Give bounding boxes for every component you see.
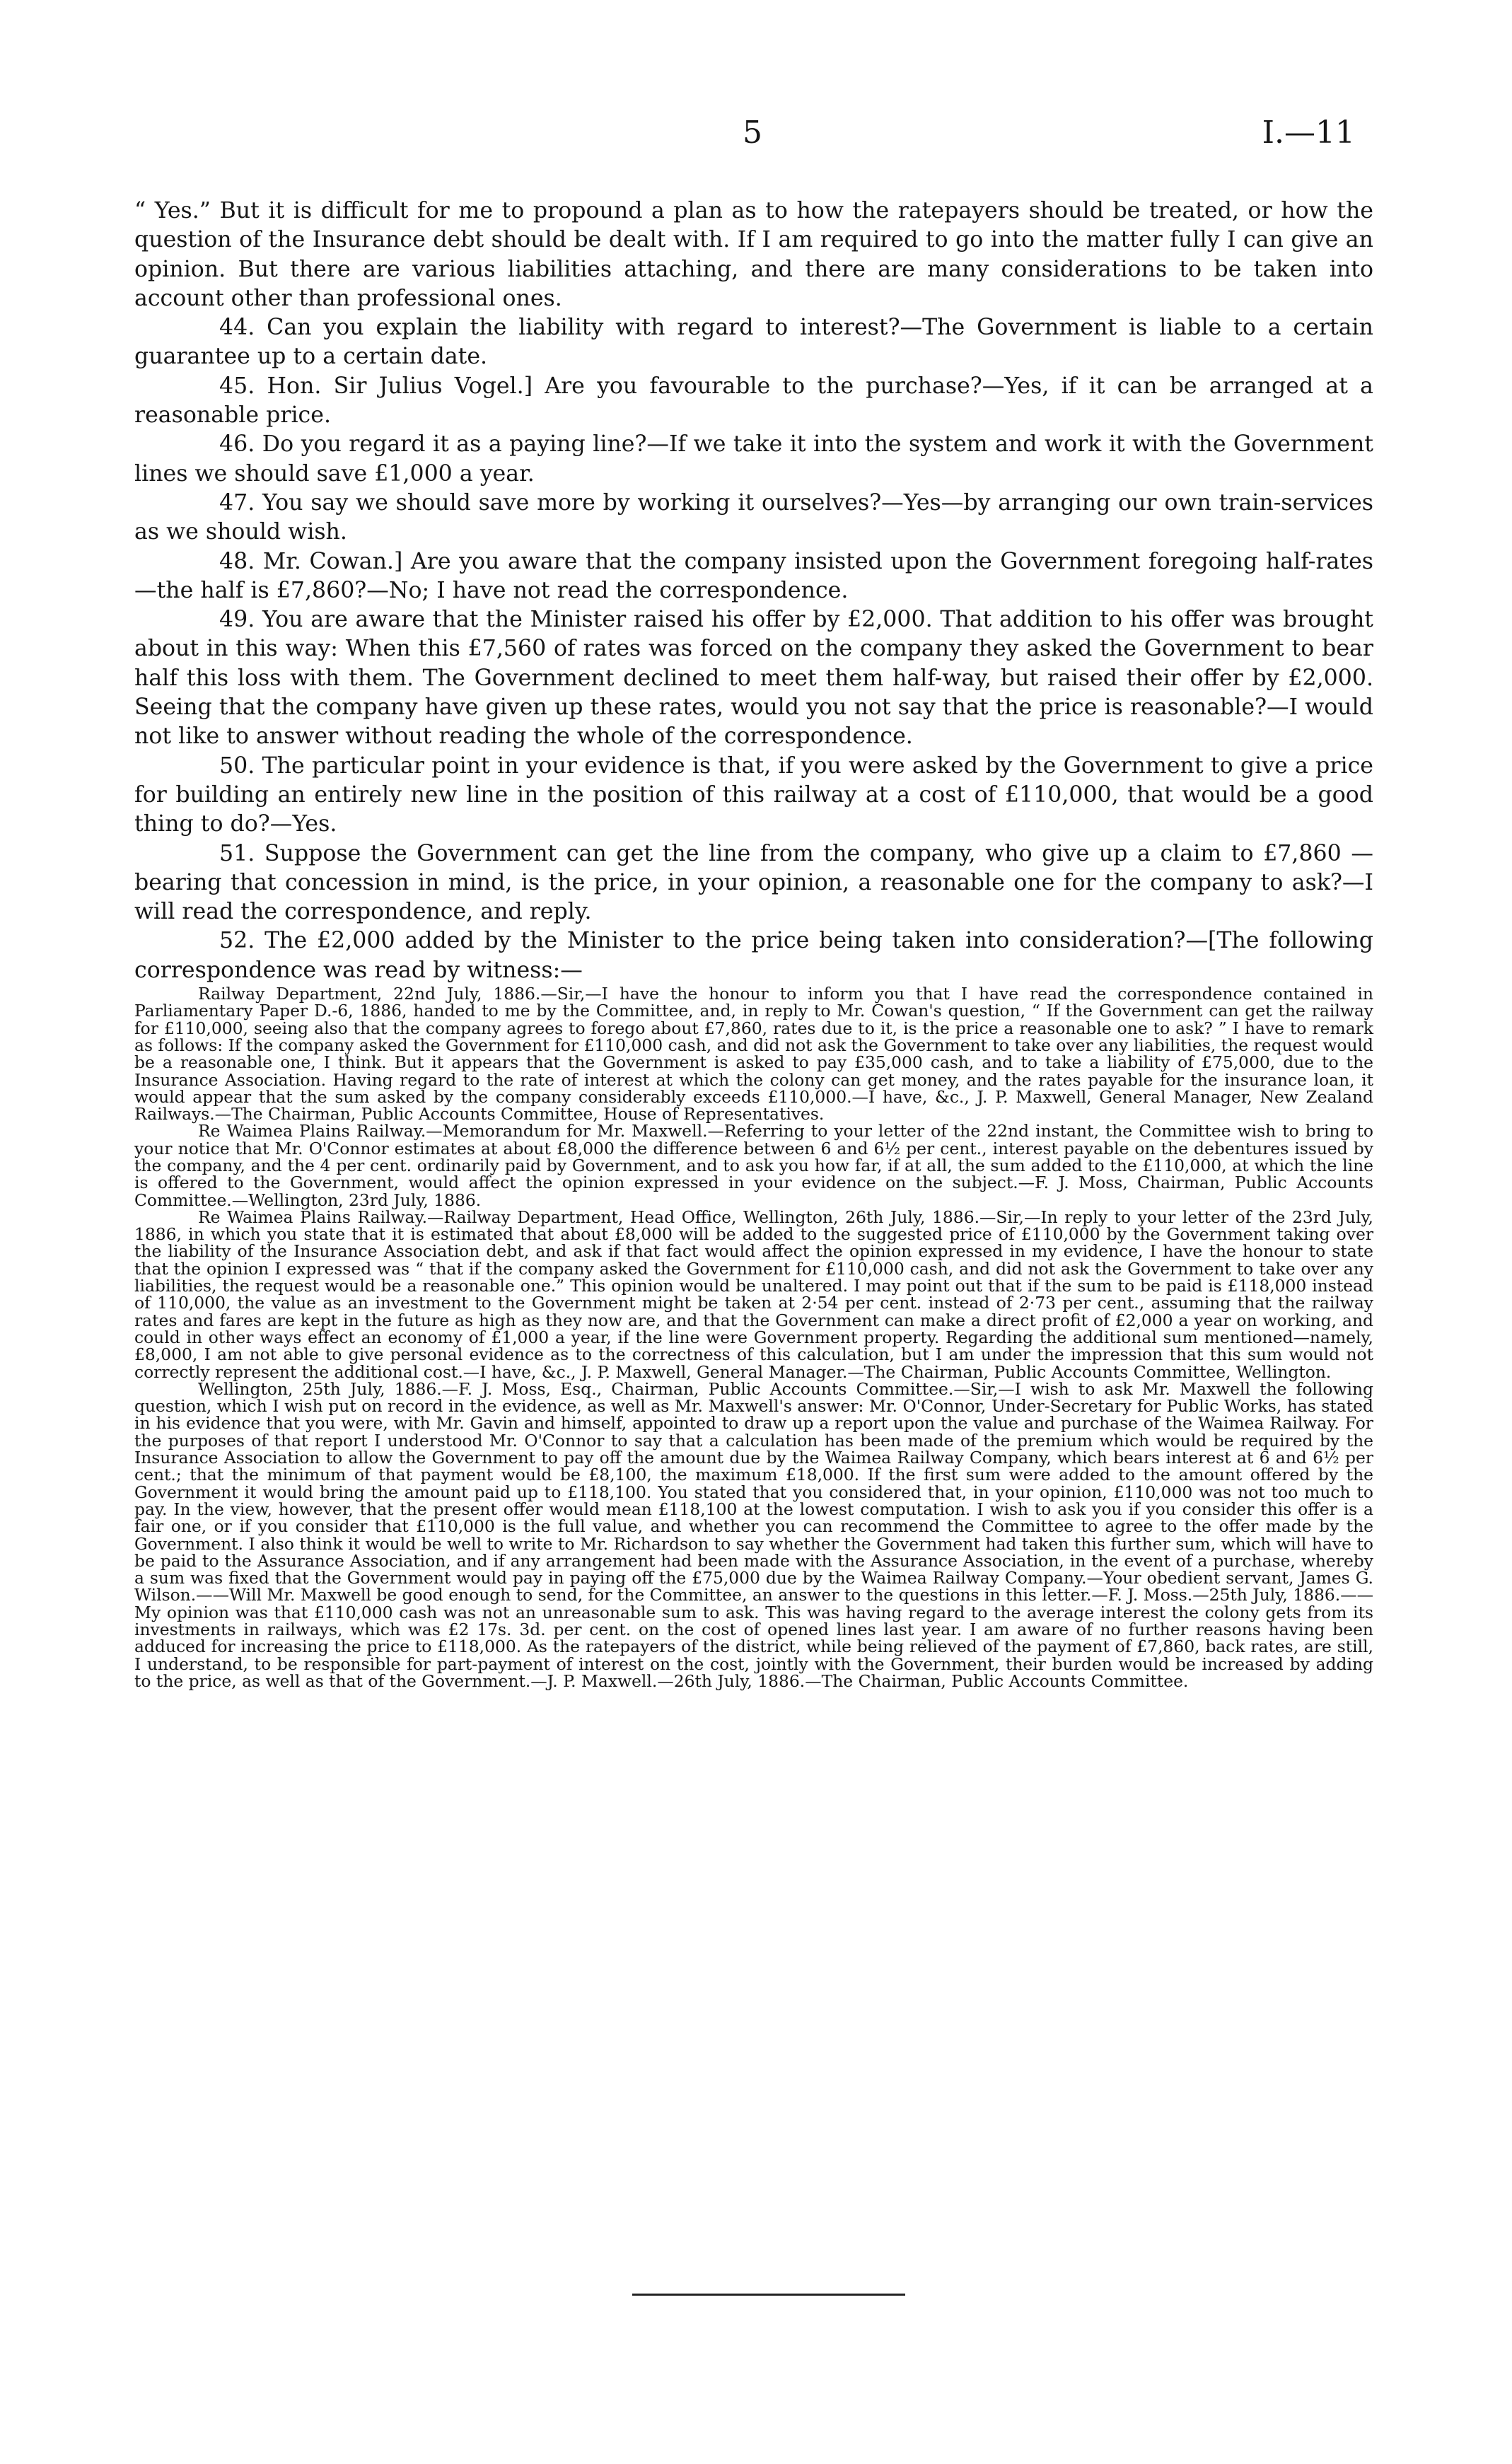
paragraph: 44. Can you explain the liability with regard to interest?—The Government is liable to a certain guarantee up to a certain date. (134, 315, 1373, 370)
paragraph: 51. Suppose the Government can get the line from the company, who give up a claim to £7,860 —bearing that concession in mind, is the price, in your opinion, a reasonable one for the company to ask?—I will read the correspondence, and reply. (134, 840, 1373, 925)
paragraph: 45. Hon. Sir Julius Vogel.] Are you favourable to the purchase?—Yes, if it can be arranged at a reasonable price. (134, 373, 1373, 429)
paragraph: 48. Mr. Cowan.] Are you aware that the company insisted upon the Government foregoing half-rates—the half is £7,860?—No; I have not read the correspondence. (134, 548, 1373, 603)
paragraph: 49. You are aware that the Minister raised his offer by £2,000. That addition to his offer was brought about in this way: When this £7,560 of rates was forced on the company they asked the Government to bear half this loss with them. The Government declined to meet them half-way, but raised their offer by £2,000. Seeing that the company have given up these rates, would you not say that the price is reasonable?—I would not like to answer without reading the whole of the correspondence. (134, 607, 1373, 750)
closing-rule (632, 2294, 905, 2296)
page-header (0, 115, 1512, 164)
document-body (134, 197, 1373, 1690)
letter-paragraph: Wellington, 25th July, 1886.—F. J. Moss, Esq., Chairman, Public Accounts Committee.—Sir,—I wish to ask Mr. Maxwell the following question, which I wish put on record in the evidence, as well as Mr. Maxwell's answer: Mr. O'Connor, Under-Secretary for Public Works, has stated in his evidence that you were, with Mr. Gavin and himself, appointed to draw up a report upon the value and purchase of the Waimea Railway. For the purposes of that report I understood Mr. O'Connor to say that a calculation has been made of the premium which would be required by the Insurance Association to allow the Government to pay off the amount due by the Waimea Railway Company, which bears interest at 6 and 6½ per cent.; that the minimum of that payment would be £8,100, the maximum £18,000. If the first sum were added to the amount offered by the Government it would bring the amount paid up to £118,100. You stated that you considered that, in your opinion, £110,000 was not too much to pay. In the view, however, that the present offer would mean £118,100 at the lowest computation. I wish to ask you if you consider this offer is a fair one, or if you consider that £110,000 is the full value, and whether you can recommend the Committee to agree to the offer made by the Government. I also think it would be well to write to Mr. Richardson to say whether the Government had taken this further sum, which will have to be paid to the Assurance Association, and if any arrangement had been made with the Assurance Association, in the event of a purchase, whereby a sum was fixed that the Government would pay in paying off the £75,000 due by the Waimea Railway Company.—Your obedient servant, James G. Wilson.——Will Mr. Maxwell be good enough to send, for the Committee, an answer to the questions in this letter.—F. J. Moss.—25th July, 1886.——My opinion was that £110,000 cash was not an unreasonable sum to ask. This was having regard to the average interest the colony gets from its investments in railways, which was £2 17s. 3d. per cent. on the cost of opened lines last year. I am aware of no further reasons having been adduced for increasing the price to £118,000. As the ratepayers of the district, while being relieved of the payment of £7,860, back rates, are still, I understand, to be responsible for part-payment of interest on the cost, jointly with the Government, their burden would be increased by adding to the price, as well as that of the Government.—J. P. Maxwell.—26th July, 1886.—The Chairman, Public Accounts Committee. (134, 1378, 1373, 1691)
paragraph: 50. The particular point in your evidence is that, if you were asked by the Government to give a price for building an entirely new line in the position of this railway at a cost of £110,000, that would be a good thing to do?—Yes. (134, 752, 1373, 837)
paragraph: 46. Do you regard it as a paying line?—If we take it into the system and work it with the Government lines we should save £1,000 a year. (134, 431, 1373, 487)
document-reference: I.—11 (1262, 115, 1355, 151)
letter-paragraph: Re Waimea Plains Railway.—Railway Department, Head Office, Wellington, 26th July, 1886.—Sir,—In reply to your letter of the 23rd July, 1886, in which you state that it is estimated that about £8,000 will be added to the suggested price of £110,000 by the Government taking over the liability of the Insurance Association debt, and ask if that fact would affect the opinion expressed in my evidence, I have the honour to state that the opinion I expressed was “ that if the company asked the Government for £110,000 cash, and did not ask the Government to take over any liabilities, the request would be a reasonable one.” This opinion would be unaltered. I may point out that if the sum to be paid is £118,000 instead of 110,000, the value as an investment to the Government might be taken at 2·54 per cent. instead of 2·73 per cent., assuming that the railway rates and fares are kept in the future as high as they now are, and that the Government can make a direct profit of £2,000 a year on working, and could in other ways effect an economy of £1,000 a year, if the line were Government property. Regarding the additional sum mentioned—namely, £8,000, I am not able to give personal evidence as to the correctness of this calculation, but I am under the impression that this sum would not correctly represent the additional cost.—I have, &c., J. P. Maxwell, General Manager.—The Chairman, Public Accounts Committee, Wellington. (134, 1207, 1373, 1382)
paragraph: 47. You say we should save more by working it ourselves?—Yes—by arranging our own train-services as we should wish. (134, 489, 1373, 545)
paragraph: 52. The £2,000 added by the Minister to the price being taken into consideration?—[The following correspondence was read by witness:— (134, 928, 1373, 983)
letter-paragraph: Railway Department, 22nd July, 1886.—Sir,—I have the honour to inform you that I have read the correspondence contained in Parliamentary Paper D.-6, 1886, handed to me by the Committee, and, in reply to Mr. Cowan's question, “ If the Government can get the railway for £110,000, seeing also that the company agrees to forego about £7,860, rates due to it, is the price a reasonable one to ask? ” I have to remark as follows: If the company asked the Government for £110,000 cash, and did not ask the Government to take over any liabilities, the request would be a reasonable one, I think. But it appears that the Government is asked to pay £35,000 cash, and to take a liability of £75,000, due to the Insurance Association. Having regard to the rate of interest at which the colony can get money, and the rates payable for the insurance loan, it would appear that the sum asked by the company considerably exceeds £110,000.—I have, &c., J. P. Maxwell, General Manager, New Zealand Railways.—The Chairman, Public Accounts Committee, House of Representatives. (134, 984, 1373, 1125)
paragraph: “ Yes.” But it is difficult for me to propound a plan as to how the ratepayers should be treated, or how the question of the Insurance debt should be dealt with. If I am required to go into the matter fully I can give an opinion. But there are various liabilities attaching, and there are many considerations to be taken into account other than professional ones. (134, 198, 1373, 311)
letter-paragraph: Re Waimea Plains Railway.—Memorandum for Mr. Maxwell.—Referring to your letter of the 22nd instant, the Committee wish to bring to your notice that Mr. O'Connor estimates at about £8,000 the difference between 6 and 6½ per cent., interest payable on the debentures issued by the company, and the 4 per cent. ordinarily paid by Government, and to ask you how far, if at all, the sum added to the £110,000, at which the line is offered to the Government, would affect the opinion expressed in your evidence on the subject.—F. J. Moss, Chairman, Public Accounts Committee.—Wellington, 23rd July, 1886. (134, 1121, 1373, 1210)
page-number: 5 (743, 115, 762, 151)
